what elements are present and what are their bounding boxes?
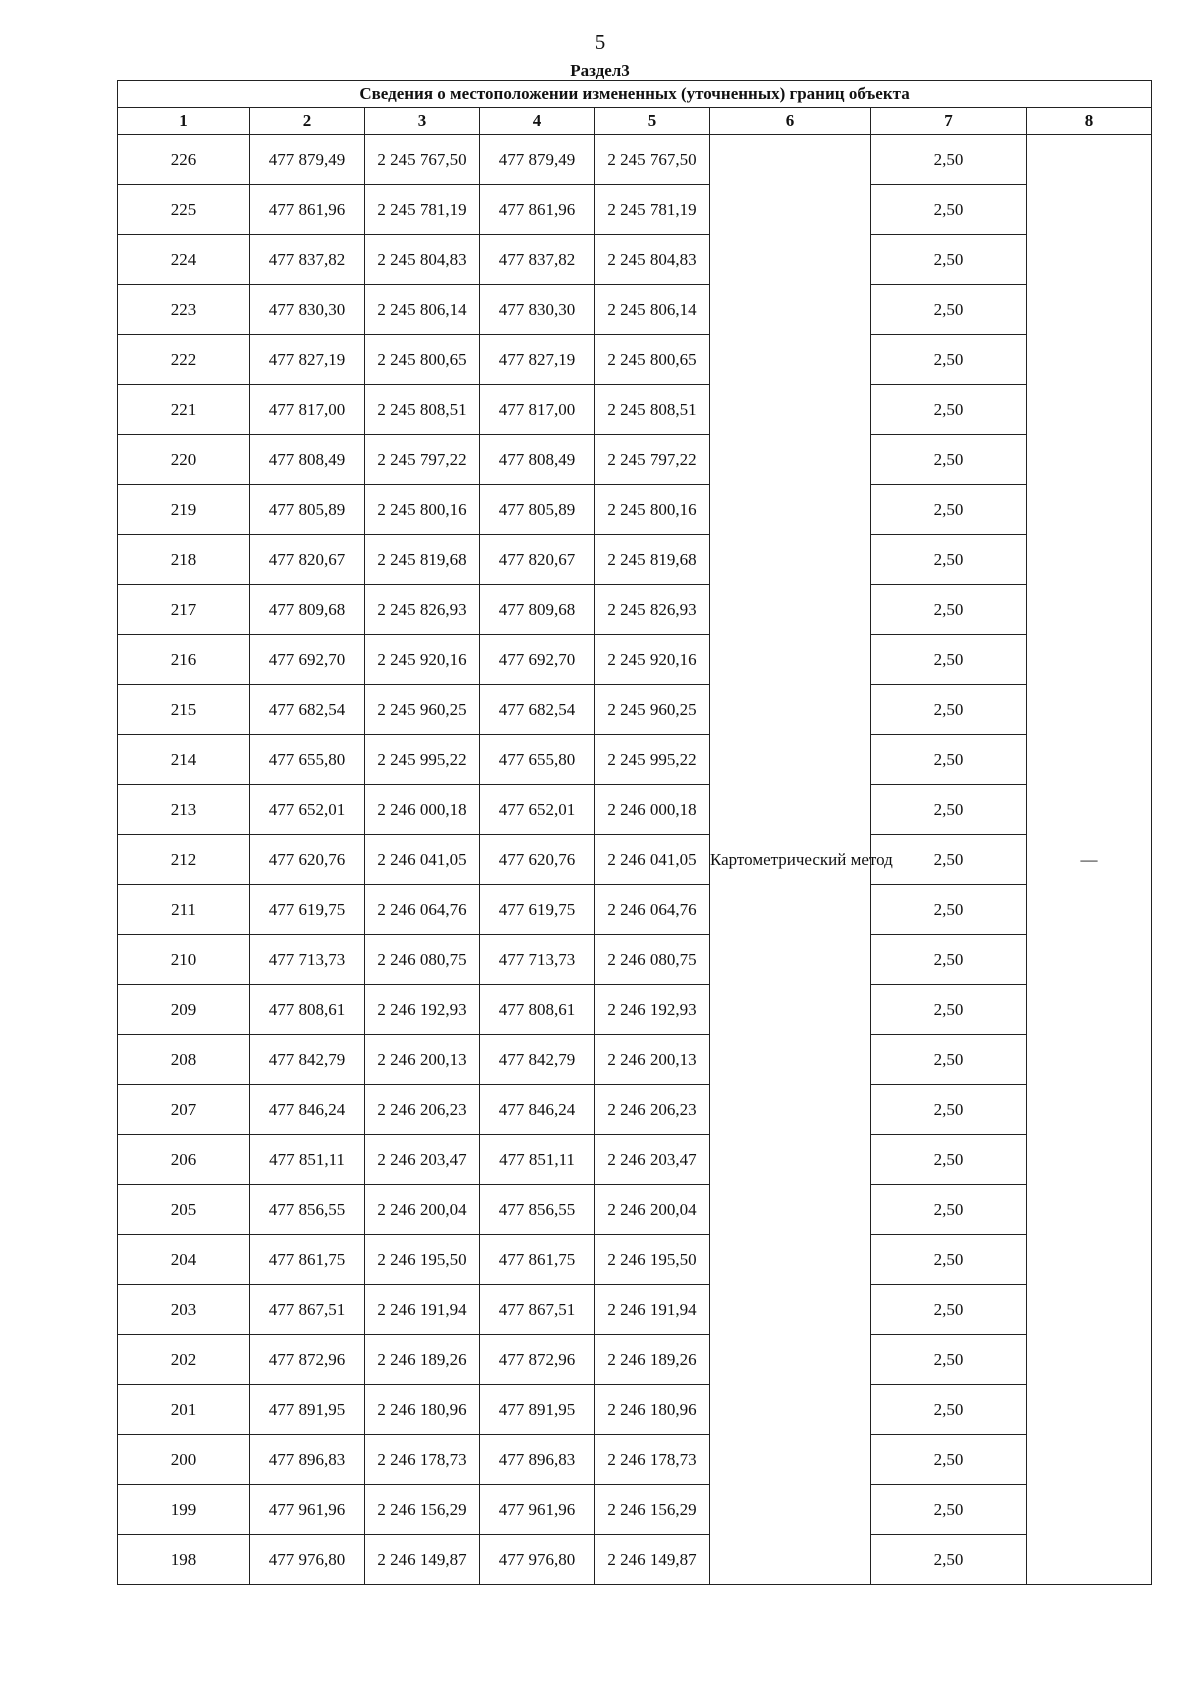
cell-x-new: 477 872,96 — [480, 1335, 595, 1385]
cell-y-old: 2 245 800,65 — [365, 335, 480, 385]
cell-accuracy: 2,50 — [871, 185, 1027, 235]
cell-point: 220 — [118, 435, 250, 485]
cell-point: 202 — [118, 1335, 250, 1385]
cell-y-new: 2 246 080,75 — [595, 935, 710, 985]
cell-y-new: 2 246 192,93 — [595, 985, 710, 1035]
cell-point: 213 — [118, 785, 250, 835]
cell-x-old: 477 879,49 — [250, 135, 365, 185]
cell-y-new: 2 246 191,94 — [595, 1285, 710, 1335]
table-row — [118, 1085, 1152, 1135]
cell-x-old: 477 655,80 — [250, 735, 365, 785]
cell-y-new: 2 245 800,16 — [595, 485, 710, 535]
cell-x-new: 477 976,80 — [480, 1535, 595, 1585]
cell-y-new: 2 245 960,25 — [595, 685, 710, 735]
column-number: 1 — [118, 108, 250, 135]
cell-x-old: 477 837,82 — [250, 235, 365, 285]
cell-y-old: 2 246 041,05 — [365, 835, 480, 885]
cell-accuracy: 2,50 — [871, 1235, 1027, 1285]
cell-point: 217 — [118, 585, 250, 635]
table-row — [118, 635, 1152, 685]
table-row — [118, 785, 1152, 835]
cell-point: 210 — [118, 935, 250, 985]
cell-y-old: 2 245 819,68 — [365, 535, 480, 585]
cell-accuracy: 2,50 — [871, 535, 1027, 585]
cell-accuracy: 2,50 — [871, 1285, 1027, 1335]
cell-x-old: 477 856,55 — [250, 1185, 365, 1235]
cell-x-new: 477 961,96 — [480, 1485, 595, 1535]
cell-x-new: 477 846,24 — [480, 1085, 595, 1135]
cell-y-old: 2 245 781,19 — [365, 185, 480, 235]
cell-x-old: 477 896,83 — [250, 1435, 365, 1485]
cell-y-old: 2 246 189,26 — [365, 1335, 480, 1385]
cell-point: 205 — [118, 1185, 250, 1235]
column-number: 8 — [1027, 108, 1152, 135]
cell-y-new: 2 246 203,47 — [595, 1135, 710, 1185]
cell-x-new: 477 879,49 — [480, 135, 595, 185]
cell-y-new: 2 245 800,65 — [595, 335, 710, 385]
boundary-coordinates-table — [117, 80, 1152, 1585]
cell-point: 203 — [118, 1285, 250, 1335]
cell-point: 226 — [118, 135, 250, 185]
table-row — [118, 1185, 1152, 1235]
cell-y-new: 2 246 200,13 — [595, 1035, 710, 1085]
cell-y-old: 2 246 156,29 — [365, 1485, 480, 1535]
table-row — [118, 935, 1152, 985]
cell-x-old: 477 652,01 — [250, 785, 365, 835]
table-row — [118, 1285, 1152, 1335]
cell-accuracy: 2,50 — [871, 1435, 1027, 1485]
cell-accuracy: 2,50 — [871, 685, 1027, 735]
cell-y-new: 2 245 767,50 — [595, 135, 710, 185]
cell-point: 212 — [118, 835, 250, 885]
table-row — [118, 985, 1152, 1035]
table-row — [118, 1535, 1152, 1585]
column-number: 2 — [250, 108, 365, 135]
cell-x-new: 477 620,76 — [480, 835, 595, 885]
cell-x-old: 477 620,76 — [250, 835, 365, 885]
cell-accuracy: 2,50 — [871, 1085, 1027, 1135]
cell-x-new: 477 619,75 — [480, 885, 595, 935]
cell-x-old: 477 808,61 — [250, 985, 365, 1035]
cell-x-old: 477 976,80 — [250, 1535, 365, 1585]
cell-point: 222 — [118, 335, 250, 385]
cell-point: 221 — [118, 385, 250, 435]
column-number: 3 — [365, 108, 480, 135]
cell-x-old: 477 808,49 — [250, 435, 365, 485]
cell-y-old: 2 245 995,22 — [365, 735, 480, 785]
cell-y-new: 2 246 189,26 — [595, 1335, 710, 1385]
cell-point: 206 — [118, 1135, 250, 1185]
cell-x-old: 477 872,96 — [250, 1335, 365, 1385]
cell-point: 216 — [118, 635, 250, 685]
cell-x-new: 477 809,68 — [480, 585, 595, 635]
cell-x-new: 477 867,51 — [480, 1285, 595, 1335]
table-row — [118, 185, 1152, 235]
column-number: 5 — [595, 108, 710, 135]
cell-point: 208 — [118, 1035, 250, 1085]
cell-y-old: 2 245 806,14 — [365, 285, 480, 335]
cell-y-old: 2 246 064,76 — [365, 885, 480, 935]
cell-y-new: 2 245 808,51 — [595, 385, 710, 435]
cell-y-old: 2 246 192,93 — [365, 985, 480, 1035]
cell-accuracy: 2,50 — [871, 1485, 1027, 1535]
cell-accuracy: 2,50 — [871, 335, 1027, 385]
cell-y-old: 2 246 080,75 — [365, 935, 480, 985]
table-row — [118, 1385, 1152, 1435]
cell-x-old: 477 805,89 — [250, 485, 365, 535]
cell-accuracy: 2,50 — [871, 135, 1027, 185]
table-row — [118, 285, 1152, 335]
table-body — [118, 135, 1152, 1585]
table-row — [118, 835, 1152, 885]
cell-x-new: 477 896,83 — [480, 1435, 595, 1485]
cell-accuracy: 2,50 — [871, 1335, 1027, 1385]
cell-accuracy: 2,50 — [871, 785, 1027, 835]
table-row — [118, 535, 1152, 585]
cell-accuracy: 2,50 — [871, 235, 1027, 285]
cell-x-new: 477 817,00 — [480, 385, 595, 435]
cell-x-new: 477 805,89 — [480, 485, 595, 535]
cell-y-old: 2 245 920,16 — [365, 635, 480, 685]
cell-point: 218 — [118, 535, 250, 585]
cell-x-old: 477 891,95 — [250, 1385, 365, 1435]
cell-accuracy: 2,50 — [871, 1385, 1027, 1435]
cell-point: 209 — [118, 985, 250, 1035]
cell-y-new: 2 246 200,04 — [595, 1185, 710, 1235]
cell-x-old: 477 820,67 — [250, 535, 365, 585]
cell-y-old: 2 245 804,83 — [365, 235, 480, 285]
cell-y-old: 2 246 178,73 — [365, 1435, 480, 1485]
cell-point: 214 — [118, 735, 250, 785]
cell-y-new: 2 245 920,16 — [595, 635, 710, 685]
cell-accuracy: 2,50 — [871, 1135, 1027, 1185]
cell-y-old: 2 246 149,87 — [365, 1535, 480, 1585]
cell-point: 224 — [118, 235, 250, 285]
cell-y-old: 2 246 195,50 — [365, 1235, 480, 1285]
cell-point: 223 — [118, 285, 250, 335]
cell-x-new: 477 891,95 — [480, 1385, 595, 1435]
cell-accuracy: 2,50 — [871, 935, 1027, 985]
cell-y-new: 2 246 206,23 — [595, 1085, 710, 1135]
cell-x-new: 477 827,19 — [480, 335, 595, 385]
cell-point: 204 — [118, 1235, 250, 1285]
cell-x-old: 477 846,24 — [250, 1085, 365, 1135]
table-row — [118, 335, 1152, 385]
table-row — [118, 435, 1152, 485]
cell-y-new: 2 246 156,29 — [595, 1485, 710, 1535]
cell-y-old: 2 245 767,50 — [365, 135, 480, 185]
cell-x-new: 477 861,75 — [480, 1235, 595, 1285]
cell-point: 198 — [118, 1535, 250, 1585]
cell-point: 200 — [118, 1435, 250, 1485]
column-number: 4 — [480, 108, 595, 135]
table-row — [118, 385, 1152, 435]
table-row — [118, 1335, 1152, 1385]
cell-x-new: 477 713,73 — [480, 935, 595, 985]
cell-x-old: 477 830,30 — [250, 285, 365, 335]
cell-y-old: 2 245 960,25 — [365, 685, 480, 735]
cell-accuracy: 2,50 — [871, 435, 1027, 485]
table-row — [118, 135, 1152, 185]
cell-y-old: 2 246 180,96 — [365, 1385, 480, 1435]
cell-x-old: 477 861,75 — [250, 1235, 365, 1285]
cell-y-old: 2 246 200,04 — [365, 1185, 480, 1235]
cell-y-old: 2 246 203,47 — [365, 1135, 480, 1185]
cell-x-new: 477 830,30 — [480, 285, 595, 335]
cell-x-new: 477 842,79 — [480, 1035, 595, 1085]
column-number: 7 — [871, 108, 1027, 135]
table-row — [118, 235, 1152, 285]
cell-accuracy: 2,50 — [871, 1185, 1027, 1235]
cell-point: 219 — [118, 485, 250, 535]
cell-y-old: 2 245 826,93 — [365, 585, 480, 635]
cell-point: 207 — [118, 1085, 250, 1135]
cell-point: 199 — [118, 1485, 250, 1535]
cell-x-old: 477 619,75 — [250, 885, 365, 935]
cell-y-new: 2 245 804,83 — [595, 235, 710, 285]
cell-point: 225 — [118, 185, 250, 235]
cell-accuracy: 2,50 — [871, 585, 1027, 635]
cell-x-new: 477 851,11 — [480, 1135, 595, 1185]
cell-x-new: 477 861,96 — [480, 185, 595, 235]
table-row — [118, 1235, 1152, 1285]
cell-accuracy: 2,50 — [871, 985, 1027, 1035]
cell-y-new: 2 245 806,14 — [595, 285, 710, 335]
cell-x-new: 477 682,54 — [480, 685, 595, 735]
cell-x-new: 477 808,61 — [480, 985, 595, 1035]
cell-y-new: 2 245 797,22 — [595, 435, 710, 485]
cell-point: 215 — [118, 685, 250, 735]
cell-point: 201 — [118, 1385, 250, 1435]
cell-x-new: 477 837,82 — [480, 235, 595, 285]
cell-x-new: 477 856,55 — [480, 1185, 595, 1235]
table-caption: Сведения о местоположении измененных (уточненных) границ объекта — [118, 81, 1152, 108]
cell-x-new: 477 692,70 — [480, 635, 595, 685]
cell-accuracy: 2,50 — [871, 485, 1027, 535]
cell-accuracy: 2,50 — [871, 385, 1027, 435]
column-number-row — [118, 108, 1152, 135]
cell-y-old: 2 246 200,13 — [365, 1035, 480, 1085]
table-row — [118, 685, 1152, 735]
cell-x-old: 477 817,00 — [250, 385, 365, 435]
section-title: Раздел3 — [570, 61, 630, 80]
cell-y-new: 2 246 000,18 — [595, 785, 710, 835]
cell-x-old: 477 861,96 — [250, 185, 365, 235]
cell-x-new: 477 820,67 — [480, 535, 595, 585]
cell-y-new: 2 246 149,87 — [595, 1535, 710, 1585]
cell-y-old: 2 246 191,94 — [365, 1285, 480, 1335]
cell-y-old: 2 245 797,22 — [365, 435, 480, 485]
cell-y-old: 2 245 808,51 — [365, 385, 480, 435]
cell-x-new: 477 652,01 — [480, 785, 595, 835]
cell-accuracy: 2,50 — [871, 635, 1027, 685]
cell-y-new: 2 245 781,19 — [595, 185, 710, 235]
cell-y-new: 2 245 826,93 — [595, 585, 710, 635]
cell-accuracy: 2,50 — [871, 1035, 1027, 1085]
cell-x-old: 477 961,96 — [250, 1485, 365, 1535]
cell-accuracy: 2,50 — [871, 835, 1027, 885]
table-row — [118, 735, 1152, 785]
cell-accuracy: 2,50 — [871, 735, 1027, 785]
page-number: 5 — [594, 30, 606, 54]
cell-x-new: 477 808,49 — [480, 435, 595, 485]
cell-x-new: 477 655,80 — [480, 735, 595, 785]
cell-y-new: 2 245 819,68 — [595, 535, 710, 585]
table-row — [118, 885, 1152, 935]
cell-y-new: 2 246 064,76 — [595, 885, 710, 935]
cell-y-old: 2 246 000,18 — [365, 785, 480, 835]
table-row — [118, 1035, 1152, 1085]
cell-method: Картометрический метод — [710, 135, 871, 1585]
cell-x-old: 477 851,11 — [250, 1135, 365, 1185]
cell-x-old: 477 809,68 — [250, 585, 365, 635]
cell-x-old: 477 682,54 — [250, 685, 365, 735]
table-row — [118, 1485, 1152, 1535]
cell-x-old: 477 692,70 — [250, 635, 365, 685]
cell-accuracy: 2,50 — [871, 885, 1027, 935]
cell-x-old: 477 842,79 — [250, 1035, 365, 1085]
table-caption-row — [118, 81, 1152, 108]
cell-accuracy: 2,50 — [871, 285, 1027, 335]
table-row — [118, 1435, 1152, 1485]
cell-column-8: — — [1027, 135, 1152, 1585]
cell-y-new: 2 245 995,22 — [595, 735, 710, 785]
cell-x-old: 477 867,51 — [250, 1285, 365, 1335]
column-number: 6 — [710, 108, 871, 135]
table-row — [118, 485, 1152, 535]
cell-y-new: 2 246 041,05 — [595, 835, 710, 885]
cell-y-new: 2 246 180,96 — [595, 1385, 710, 1435]
cell-y-new: 2 246 195,50 — [595, 1235, 710, 1285]
cell-y-new: 2 246 178,73 — [595, 1435, 710, 1485]
table-row — [118, 585, 1152, 635]
cell-accuracy: 2,50 — [871, 1535, 1027, 1585]
cell-point: 211 — [118, 885, 250, 935]
cell-y-old: 2 245 800,16 — [365, 485, 480, 535]
cell-x-old: 477 827,19 — [250, 335, 365, 385]
cell-x-old: 477 713,73 — [250, 935, 365, 985]
cell-y-old: 2 246 206,23 — [365, 1085, 480, 1135]
table-row — [118, 1135, 1152, 1185]
